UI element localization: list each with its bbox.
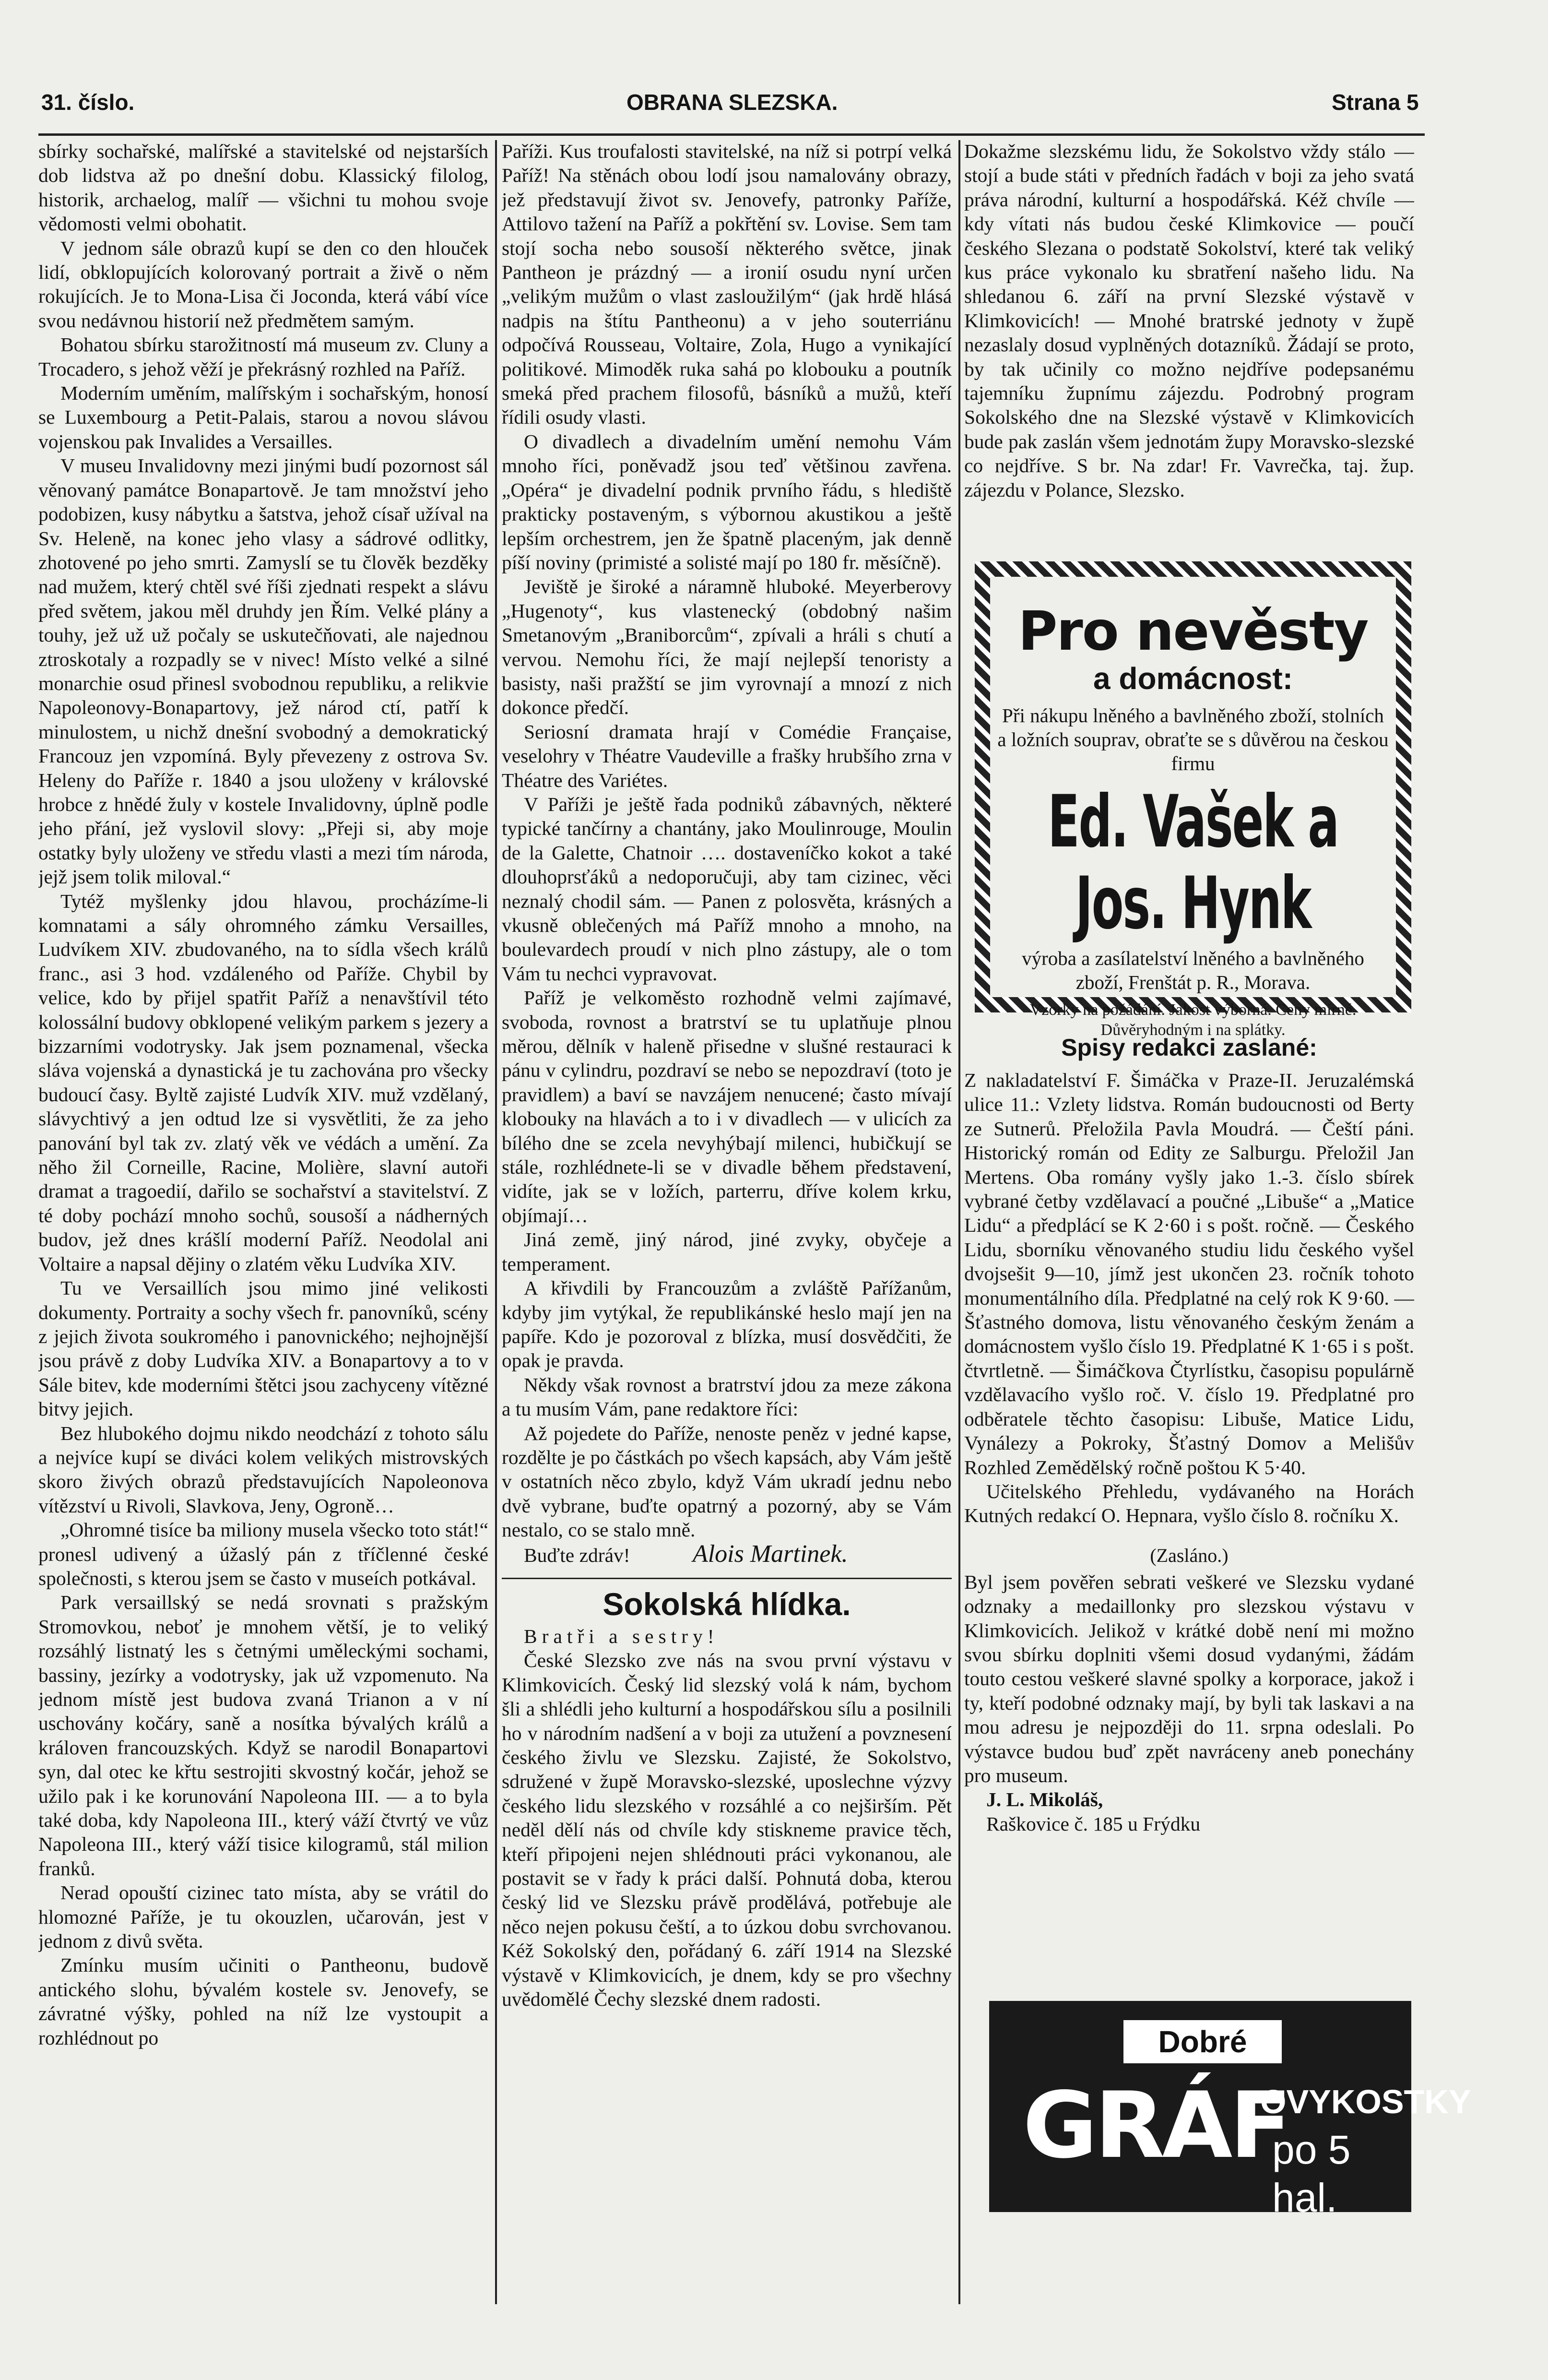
paragraph: Paříž je velkoměsto rozhodně velmi zajímavé, svoboda, rovnost a bratrství se tu uplatňuje plnou měrou, dělník v haleně přisedne v slušné restauraci k pánu v cylindru, pozdraví se nebo se nepozdraví (toto je pravidlem) a baví se navzájem nenucené; často mívají klobouky na hlavách a to i v divadlech — v ulicích za bílého dne se zcela nevyhýbají milenci, hubičkují se stále, rozhlédnete-li se v divadle během představení, vidíte, jak se v ložích, parterru, dříve kolem krku, objímají… <box>502 987 952 1226</box>
paragraph: „Ohromné tisíce ba miliony musela všecko toto stát!“ pronesl udivený a úžaslý pán z tříčlenné české společnosti, s kterou jsem se často v museích potkával. <box>38 1519 488 1589</box>
paragraph: Moderním uměním, malířským i sochařským, honosí se Luxembourg a Petit-Palais, starou a novou slávou vojenskou pak Invalides a Versailles. <box>38 382 488 452</box>
paragraph: O divadlech a divadelním umění nemohu Vám mnoho říci, poněvadž jsou teď většinou zavřena. „Opéra“ je divadelní podnik prvního řádu, s hlediště prakticky postaveným, s výbornou akustikou a ještě lepším orchestrem, jen že špatně placeným, jak denně píší noviny (primisté a solisté mají po 180 fr. měsíčně). <box>502 430 952 573</box>
column-2 <box>502 139 952 2303</box>
ad-dobre: Dobré <box>1123 2020 1282 2063</box>
ad-kostky: OVYKOSTKY <box>1260 2083 1471 2120</box>
ad-price: po 5 hal. <box>1272 2127 1351 2220</box>
paragraph: V jednom sále obrazů kupí se den co den hlouček lidí, obklopujících kolorovaný portrait a živě o něm rokujících. Je to Mona-Lisa či Joconda, která vábí více svou nedávnou historií než předmětem samým. <box>38 237 488 332</box>
paragraph: Tytéž myšlenky jdou hlavou, procházíme-li komnatami a sály ohromného zámku Versailles, Ludvíkem XIV. zbudovaného, na to sídla všech králů franc., asi 3 hod. vzdáleného od Paříže. Chybil by velice, kdo by přijel spatřit Paříž a nenavštívil této kolossální budovy obklopené velikým parkem s jezery a bizzarními vodotrysky. Jak jsem poznamenal, všecka sláva vojenská a dynastická je tu zachována pro všecky budoucí časy. Byltě zajisté Ludvík XIV. muž vzdělaný, slávychtivý a jen odtud lze si vysvětliti, že za jeho panování byl tak zv. zlatý věk ve védách a umění. Za něho žil Corneille, Racine, Molière, slavní autoři dramat a tragoedií, dařilo se sochařství a stavitelství. Z té doby pochází mnoho sochů, sousoší a nádherných budov, jež dnes krášlí moderní Paříž. Neodolal ani Voltaire a napsal dějiny o zlatém věku Ludvíka XIV. <box>38 890 488 1275</box>
paragraph: Zmínku musím učiniti o Pantheonu, budově antického slohu, bývalém kostele sv. Jenovefy, se závratné výšky, pohled na níž lze vystoupit a rozhlédnout po <box>38 1954 488 2049</box>
column-3-top <box>964 139 1414 561</box>
spisy-text-2: Učitelského Přehledu, vydávaného na Horách Kutných redakcí O. Hepnara, vyšlo číslo 8. ročníku X. <box>964 1480 1414 1527</box>
ad-footer: Vzorky na požádání. Jakost výborná. Ceny mírné. Důvěryhodným i na splátky. <box>1029 1001 1357 1039</box>
advertisement-vasek-hynk <box>975 561 1411 1039</box>
paragraph <box>502 1542 952 1567</box>
newspaper-title: OBRANA SLEZSKA. <box>626 90 838 115</box>
page-header <box>41 89 1423 127</box>
zaslano-sign: J. L. Mikoláš, <box>986 1788 1103 1811</box>
issue-number: 31. číslo. <box>41 90 135 115</box>
signature: Alois Martinek. <box>692 1540 848 1568</box>
paragraph: Dokažme slezskému lidu, že Sokolstvo vždy stálo — stojí a bude státi v předních řadách v boji za jeho svatá práva národní, kulturní a hospodářská. Kéž chvíle — kdy vítati nás budou české Klimkovice — poučí českého Slezana o podstatě Sokolství, které tak veliký kus práce vykonalo ku sbratření našeho lidu. Na shledanou 6. září na první Slezské výstavě v Klimkovicích! — Mnohé bratrské jednoty v župě nezaslaly dosud vyplněných dotazníků. Žádají se proto, by tak učinily co možno nejdříve podepsanému tajemníku župnímu zájezdu. Podrobný program Sokolského dne na Slezské výstavě v Klimkovicích bude pak zaslán všem jednotám župy Moravsko-slezské co nejdříve. S br. Na zdar! Fr. Vavrečka, taj. žup. zájezdu v Polance, Slezsko. <box>964 140 1414 501</box>
paragraph: A křivdili by Francouzům a zvláště Pařížanům, kdyby jim vytýkal, že republikánské heslo mají jen na papíře. Kdo je pozoroval z blízka, musí dosvědčiti, že opak je pravda. <box>502 1277 952 1372</box>
paragraph: Jeviště je široké a náramně hluboké. Meyerberovy „Hugenoty“, kus vlastenecký (obdobný našim Smetanovým „Braniborcům“, zpívali a hráli s chutí a vervou. Nemohu říci, že mají nejlepší tenoristy a basisty, naši pražští se jim vyrovnají a mnozí z nich dokonce předčí. <box>502 575 952 719</box>
column-divider <box>958 140 960 2304</box>
page-number: Strana 5 <box>1332 90 1419 115</box>
ad-subheadline: a domácnost: <box>1093 661 1293 696</box>
sokol-text: České Slezsko zve nás na svou první výstavu v Klimkovicích. Český lid slezský volá k nám, bychom šli a shlédli jeho kulturní a hospodářskou sílu a posilnili ho v národním nadšení a v boji za utužení a povznesení českého živlu ve Slezsku. Zajisté, že Sokolstvo, sdružené v župě Moravsko-slezské, uposlechne výzvy českého lidu slezského v rozsáhlé a co nejširším. Pět neděl dělí nás od chvíle kdy stiskneme pravice těch, kteří připojeni nejen shlédnouti práci vykonanou, ale postavit se v řady k práci další. Pohnutá doba, kterou český lid ve Slezsku právě prodělává, potřebuje ale něco nejen pokusu čeští, a to úzkou dobu svrchovanou. Kéž Sokolský den, pořádaný 6. září 1914 na Slezské výstavě v Klimkovicích, je dnem, kdy se pro všechny uvědomělé Čechy slezské dnem radosti. <box>502 1649 952 2011</box>
sokol-subtitle: Bratři a sestry! <box>524 1625 719 1647</box>
zaslano-title: (Zasláno.) <box>1150 1544 1229 1566</box>
paragraph: Někdy však rovnost a bratrství jdou za meze zákona a tu musím Vám, pane redaktore říci: <box>502 1373 952 1420</box>
paragraph: Až pojedete do Paříže, nenoste peněz v jedné kapse, rozdělte je po částkách po všech kapsách, aby Vám ještě v ostatních něco zbylo, když Vám ukradí jednu nebo dvě vybrane, buďte opatrný a pozorný, aby se Vám nestalo, co se stalo mně. <box>502 1422 952 1541</box>
paragraph: Tu ve Versaillích jsou mimo jiné velikosti dokumenty. Portraity a sochy všech fr. panovníků, scény z jejich života soukromého i panovnického; nejhojnější jsou právě z doby Ludvíka XIV. a Bonapartovy a to v Sále bitev, kde moderními štětci jsou zachyceny vítězné bitvy jejich. <box>38 1277 488 1420</box>
ad-text: Při nákupu lněného a bavlněného zboží, stolních a ložních souprav, obraťte se s důvěrou na českou firmu <box>997 704 1389 774</box>
paragraph: sbírky sochařské, malířské a stavitelské od nejstarších dob lidstva až po dnešní dobu. Klassický filolog, historik, archaelog, malíř — všichni tu mohou svoje vědomosti velmi obohatit. <box>38 140 488 235</box>
paragraph: Bez hlubokého dojmu nikdo neodchází z tohoto sálu a nejvíce kupí se diváci kolem velikých mistrovských skoro živých obrazů představujících Napoleonova vítězství u Rivoli, Slavkova, Jeny, Ogroně… <box>38 1422 488 1517</box>
ad-firm-name: Ed. Vašek a Jos. Hynk <box>1048 780 1338 945</box>
spisy-title: Spisy redakci zaslané: <box>1061 1034 1317 1061</box>
paragraph: Seriosní dramata hrají v Comédie Française, veselohry v Théatre Vaudeville a frašky hrubšího zrna v Théatre des Variétes. <box>502 720 952 791</box>
spisy-text: Z nakladatelství F. Šimáčka v Praze-II. Jeruzalémská ulice 11.: Vzlety lidstva. Román budoucnosti od Berty ze Sutnerů. Přeložila Pavla Moudrá. — Čeští páni. Historický román od Edity ze Salburgu. Přeložil Jan Mertens. Oba romány vyšly jako 1.-3. číslo sbírek vybrané četby vzdělavací a poučné „Libuše“ a „Matice Lidu“ a předplácí se K 2·60 i s pošt. ročně. — Českého Lidu, sborníku věnovaného studiu lidu českého vyšel dvojsešit 9—10, jímž jest ukončen 23. ročník tohoto monumentálního díla. Předplatné na celý rok K 9·60. — Šťastného domova, listu věnovaného českým ženám a domácnostem vyšlo číslo 19. Předplatné K 1·65 i s pošt. čtvrtletně. — Šimáčkova Čtyrlístku, časopisu populárně vzdělavacího vyšlo roč. V. číslo 19. Předplatné pro odběratele těchto časopisu: Libuše, Matice Lidu, Vynálezy a Pokroky, Šťastný Domov a Melišův Rozhled Zemědělský ročně poštou K 5·40. <box>964 1069 1414 1478</box>
header-rule <box>38 133 1425 136</box>
advertisement-graf <box>989 2001 1471 2220</box>
column-divider <box>495 140 497 2304</box>
sokol-title: Sokolská hlídka. <box>603 1586 851 1622</box>
paragraph: V museu Invalidovny mezi jinými budí pozornost sál věnovaný památce Bonapartově. Je tam množství jeho podobizen, kusy nábytku a šatstva, jehož císař užíval na Sv. Heleně, na konec jeho vlasy a sádrové odlitky, zhotovené po jeho smrti. Zamyslí se tu člověk bezděky nad mužem, který chtěl své říši zjednati respekt a slávu před světem, jakou měl druhdy jen Řím. Velké plány a touhy, jež už už počaly se uskutečňovati, ale najednou ztroskotaly a rozpadly se v nivec! Místo velké a silné monarchie osud přinesl svobodnou republiku, a relikvie Napoleonovy-Bonapartovy, jež národ ctí, patří k minulostem, u nichž dnešní svobodný a demokratický Francouz jen vzpomíná. Byly převezeny z ostrova Sv. Heleny do Paříže r. 1840 a jsou uloženy v královské hrobce z hnědé žuly v kostele Invalidovny, úplně podle jeho přání, jež vyslovil slovy: „Přeji si, aby moje ostatky byly uloženy ve středu vlasti a mezi tím národa, jejž jsem tolik miloval.“ <box>38 454 488 888</box>
paragraph: Paříži. Kus troufalosti stavitelské, na níž si potrpí velká Paříž! Na stěnách obou lodí jsou namalovány obrazy, jež představují život sv. Jenovefy, patronky Paříže, Attilovo tažení na Paříž a pokřtění sv. Lovise. Sem tam stojí socha nebo sousoší některého světce, jinak Pantheon je prázdný — a ironií osudu nyní určen „velikým mužům o vlast zasloužilým“ (jak hrdě hlásá nadpis na štítu Pantheonu) a v jeho souterriánu odpočívá Rousseau, Voltaire, Zola, Hugo a vynikající politikové. Mimoděk ruka sahá po klobouku a poutník smeká před prachem filosofů, básníků a mužů, kteří řídili osudy vlasti. <box>502 140 952 428</box>
paragraph: Bohatou sbírku starožitností má museum zv. Cluny a Trocadero, s jehož věží je překrásný rozhled na Paříž. <box>38 333 488 380</box>
paragraph: Nerad opouští cizinec tato místa, aby se vrátil do hlomozné Paříže, je tu okouzlen, učarován, jest v jednom z divů světa. <box>38 1881 488 1952</box>
paragraph: V Paříži je ještě řada podniků zábavných, některé typické tančírny a chantány, jako Moulinrouge, Moulin de la Galette, Chatnoir …. dostaveníčko kokot a také dlouhoprsťáků a nedoporučuji, aby tam cizinec, věci neznalý chodil sám. — Panen z polosvěta, krásných a vkusně oblečených má Paříž mnoho a mnoho, na boulevardech proudí v nich plno zástupy, ale o tom Vám tu nechci vypravovat. <box>502 793 952 985</box>
column-1 <box>38 139 488 2303</box>
column-3-bottom <box>964 1032 1414 1967</box>
closing-greeting: Buďte zdráv! <box>524 1544 630 1566</box>
zaslano-text: Byl jsem pověřen sebrati veškeré ve Slezsku vydané odznaky a medaillonky pro slezskou výstavu v Klimkovicích. Jelikož v krátké době není mi možno svou sbírku doplniti všemi dosud vydanými, žádám touto cestou veškeré slavné spolky a korporace, jakož i ty, kteří podobné odznaky mají, by byli tak laskavi a na mou adresu je nejpozději do 11. srpna odeslali. Po výstavce budou buď zpět navráceny aneb ponechány pro museum. <box>964 1571 1414 1786</box>
section-divider <box>502 1578 952 1579</box>
paragraph: Park versaillský se nedá srovnati s pražským Stromovkou, neboť je mnohem větší, je to veliký rozsáhlý listnatý les s četnými uměleckými sochami, bassiny, jezírky a vodotrysky, jak už vzpomenuto. Na jednom místě jest budova zvaná Trianon a v ní uschovány kočáry, saně a nosítka bývalých králů a královen francouzských. Když se narodil Bonapartovi syn, dal otec ke křtu sestrojiti skvostný kočár, jehož se užilo pak i ke korunování Napoleona III. — a to byla také doba, kdy Napoleona III., který váží čtvrtý ve vůz Napoleona III., který váží tisice kilogramů, stál milion franků. <box>38 1591 488 1880</box>
ad-description: výroba a zasílatelství lněného a bavlněného zboží, Frenštát p. R., Morava. <box>1022 947 1364 993</box>
paragraph: Jiná země, jiný národ, jiné zvyky, obyčeje a temperament. <box>502 1228 952 1275</box>
zaslano-address: Raškovice č. 185 u Frýdku <box>986 1812 1201 1835</box>
ad-graf: GRÁF <box>1023 2072 1289 2178</box>
ad-headline: Pro nevěsty <box>1018 600 1368 663</box>
